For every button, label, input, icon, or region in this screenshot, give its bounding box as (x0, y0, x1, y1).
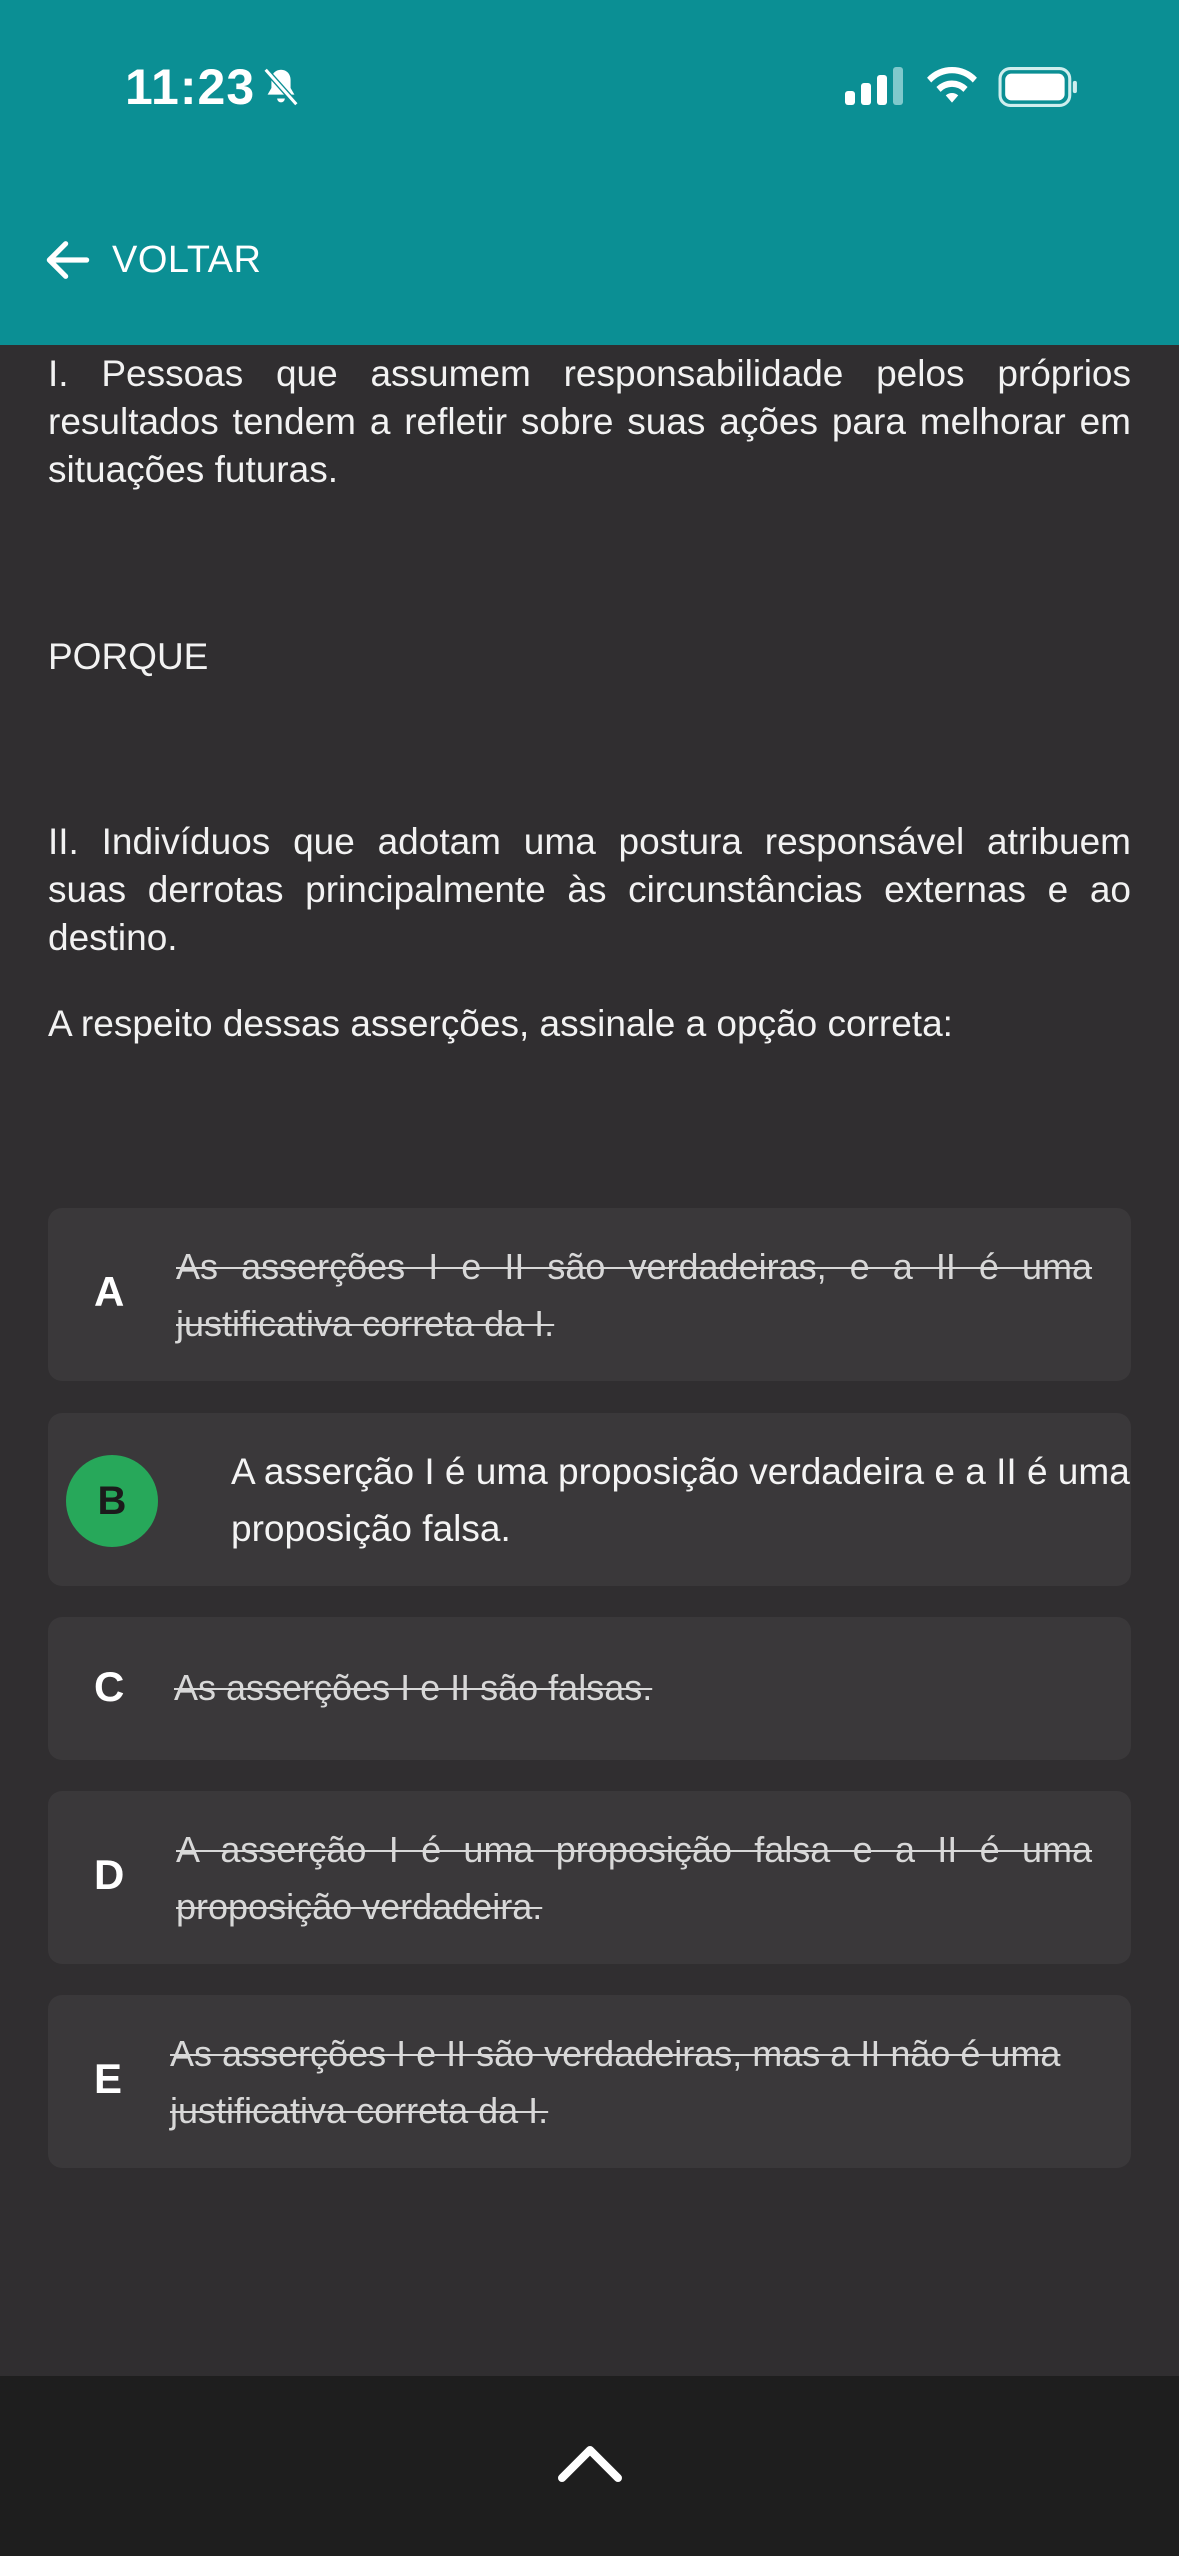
assertion-2: II. Indivíduos que adotam uma postura responsável atribuem suas derrotas principalmente às circunstâncias externas e ao destino. (48, 821, 1131, 958)
option-a[interactable] (48, 1208, 1131, 1381)
option-letter: E (94, 2055, 123, 2102)
chevron-up-icon[interactable] (556, 2440, 624, 2484)
option-b[interactable] (48, 1413, 1131, 1586)
bell-slash-icon (258, 64, 304, 110)
connector-text: PORQUE (48, 636, 209, 677)
question-content (48, 350, 1131, 494)
option-letter: C (94, 1663, 125, 1710)
signal-icon (843, 64, 907, 110)
option-letter: D (94, 1851, 125, 1898)
back-label: VOLTAR (112, 238, 262, 281)
assertion-1: I. Pessoas que assumem responsabilidade pelos próprios resultados tendem a refletir sobre suas ações para melhorar em situações futuras. (48, 353, 1131, 490)
option-text: A asserção I é uma proposição verdadeira e a II é uma proposição falsa. (231, 1451, 1130, 1549)
arrow-left-icon (40, 232, 96, 288)
status-time: 11:23 (125, 59, 256, 115)
question-prompt: A respeito dessas asserções, assinale a opção correta: (48, 1003, 953, 1044)
option-text: A asserção I é uma proposição falsa e a II é uma proposição verdadeira. (176, 1829, 1092, 1927)
app-header (0, 0, 1179, 345)
option-text: As asserções I e II são verdadeiras, e a II é uma justificativa correta da I. (176, 1246, 1092, 1344)
option-letter: A (94, 1268, 125, 1315)
option-text: As asserções I e II são falsas. (174, 1667, 653, 1708)
option-e[interactable] (48, 1995, 1131, 2168)
battery-icon (998, 66, 1080, 108)
wifi-icon (925, 64, 979, 108)
option-c[interactable] (48, 1617, 1131, 1760)
option-d[interactable] (48, 1791, 1131, 1964)
back-button[interactable] (40, 225, 340, 295)
selected-badge: B (66, 1455, 158, 1547)
option-text: As asserções I e II são verdadeiras, mas a II não é uma justificativa correta da I. (170, 2033, 1061, 2131)
